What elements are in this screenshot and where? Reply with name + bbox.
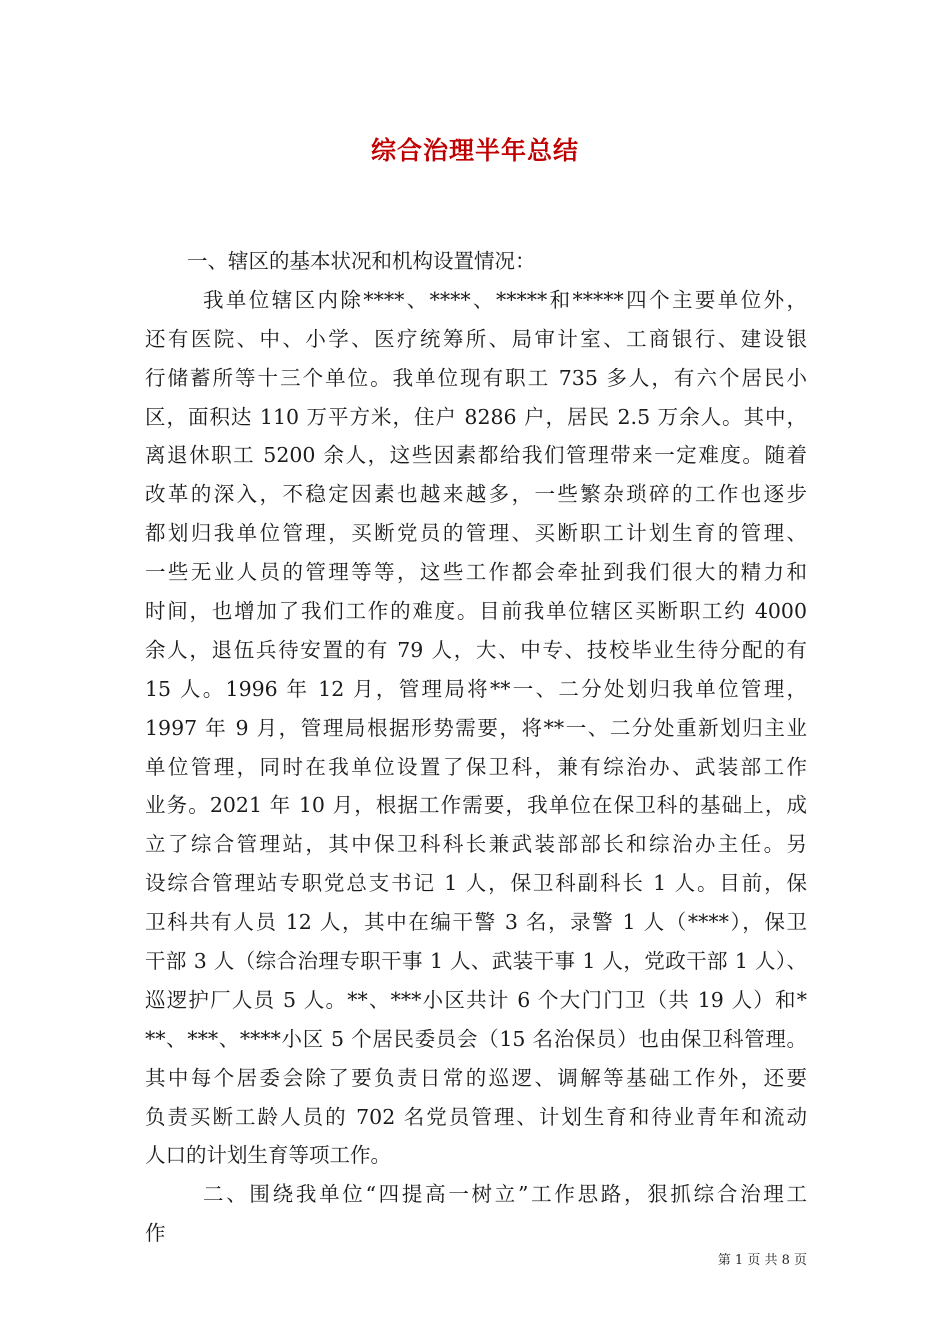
paragraph-line: 卫科共有人员 12 人，其中在编干警 3 名，录警 1 人（****），保卫 (145, 910, 807, 935)
document-title: 综合治理半年总结 (370, 136, 579, 165)
paragraph-line: 巡逻护厂人员 5 人。**、***小区共计 6 个大门门卫（共 19 人）和* (145, 987, 807, 1012)
paragraph-line: 设综合管理站专职党总支书记 1 人，保卫科副科长 1 人。目前，保 (145, 871, 807, 896)
paragraph-line: 单位管理，同时在我单位设置了保卫科，兼有综治办、武装部工作 (145, 754, 807, 779)
document-body (145, 242, 807, 1253)
paragraph-line: 其中每个居委会除了要负责日常的巡逻、调解等基础工作外，还要 (145, 1065, 807, 1090)
paragraph-line: 干部 3 人（综合治理专职干事 1 人、武装干事 1 人，党政干部 1 人）、 (145, 949, 807, 974)
paragraph-line: 时间，也增加了我们工作的难度。目前我单位辖区买断职工约 4000 (145, 599, 807, 624)
paragraph-line: 行储蓄所等十三个单位。我单位现有职工 735 多人，有六个居民小 (145, 365, 807, 390)
paragraph-line: 区，面积达 110 万平方米，住户 8286 户，居民 2.5 万余人。其中， (145, 404, 807, 429)
page-number: 第 1 页 共 8 页 (717, 1253, 807, 1268)
paragraph-line: 立了综合管理站，其中保卫科科长兼武装部部长和综治办主任。另 (145, 832, 807, 857)
paragraph-line: 离退休职工 5200 余人，这些因素都给我们管理带来一定难度。随着 (145, 443, 807, 468)
paragraph-line: 一些无业人员的管理等等，这些工作都会牵扯到我们很大的精力和 (145, 560, 807, 585)
paragraph-line: 作 (145, 1221, 166, 1246)
paragraph-line: 1997 年 9 月，管理局根据形势需要，将**一、二分处重新划归主业 (145, 715, 807, 740)
paragraph-line: 15 人。1996 年 12 月，管理局将**一、二分处划归我单位管理， (145, 676, 807, 701)
paragraph-line: 人口的计划生育等项工作。 (145, 1143, 391, 1168)
paragraph-line: 我单位辖区内除****、****、*****和*****四个主要单位外， (203, 287, 807, 312)
paragraph-line: 都划归我单位管理，买断党员的管理、买断职工计划生育的管理、 (145, 521, 807, 546)
paragraph-line: 还有医院、中、小学、医疗统筹所、局审计室、工商银行、建设银 (145, 326, 807, 351)
paragraph-line: **、***、****小区 5 个居民委员会（15 名治保员）也由保卫科管理。 (145, 1026, 807, 1051)
paragraph-line: 负责买断工龄人员的 702 名党员管理、计划生育和待业青年和流动 (145, 1104, 807, 1129)
paragraph-line: 改革的深入，不稳定因素也越来越多，一些繁杂琐碎的工作也逐步 (145, 482, 807, 507)
paragraph-line: 业务。2021 年 10 月，根据工作需要，我单位在保卫科的基础上，成 (145, 793, 807, 818)
paragraph-line: 余人，退伍兵待安置的有 79 人，大、中专、技校毕业生待分配的有 (145, 637, 807, 662)
section-heading-1: 一、辖区的基本状况和机构设置情况： (187, 249, 536, 273)
section-heading-2: 二、围绕我单位“四提高一树立”工作思路，狠抓综合治理工 (203, 1182, 807, 1207)
